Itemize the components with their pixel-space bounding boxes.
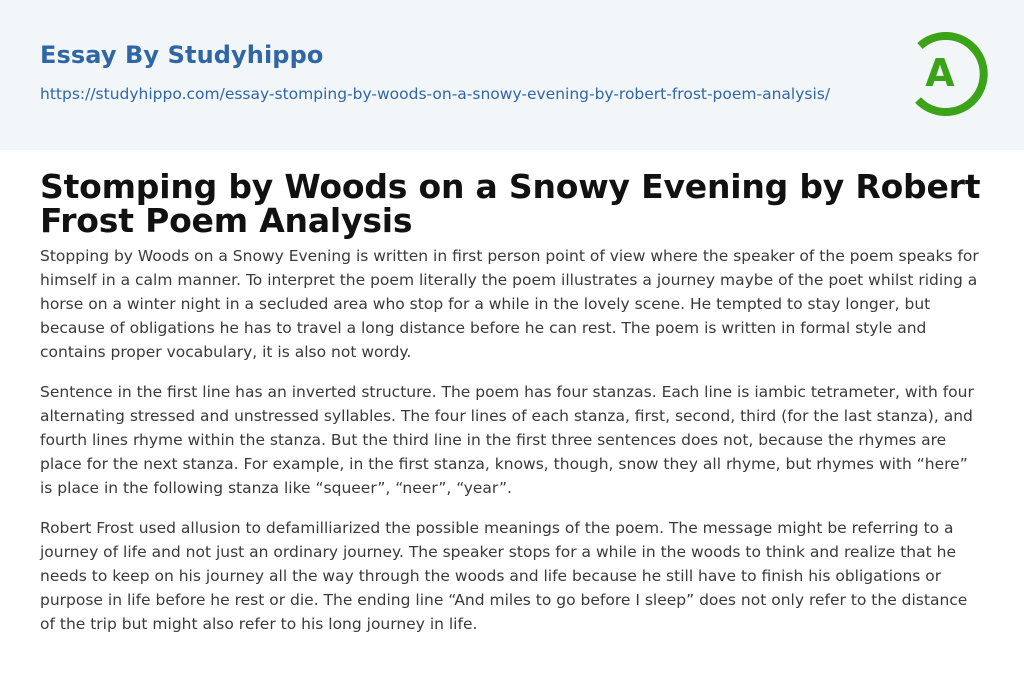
site-brand[interactable]: Essay By Studyhippo: [40, 41, 324, 69]
article: [0, 150, 1024, 636]
paragraph-1: Stopping by Woods on a Snowy Evening is written in first person point of view where the speaker of the poem speaks for himself in a calm manner. To interpret the poem literally the poem illustrates a journey maybe of the poet whilst riding a horse on a winter night in a secluded area who stop for a while in the lovely scene. He tempted to stay longer, but because of obligations he has to travel a long distance before he can rest. The poem is written in formal style and contains proper vocabulary, it is also not wordy.: [40, 247, 979, 361]
paragraph-3: Robert Frost used allusion to defamilliarized the possible meanings of the poem. The message might be referring to a journey of life and not just an ordinary journey. The speaker stops for a while in the woods to think and realize that he needs to keep on his journey all the way through the woods and life because he still have to finish his obligations or purpose in life before he rest or die. The ending line “And miles to go before I sleep” does not only refer to the distance of the trip but might also refer to his long journey in life.: [40, 519, 968, 633]
page-url-link[interactable]: https://studyhippo.com/essay-stomping-by-woods-on-a-snowy-evening-by-robert-frost-poem-analysis/: [40, 85, 831, 103]
studyhippo-logo-icon[interactable]: [906, 28, 990, 116]
page-title: Stomping by Woods on a Snowy Evening by Robert Frost Poem Analysis: [40, 167, 981, 240]
logo-letter: A: [925, 51, 955, 95]
paragraph-2: Sentence in the first line has an inverted structure. The poem has four stanzas. Each line is iambic tetrameter, with four alternating stressed and unstressed syllables. The four lines of each stanza, first, second, third (for the last stanza), and fourth lines rhyme within the stanza. But the third line in the first three sentences does not, because the rhymes are place for the next stanza. For example, in the first stanza, knows, though, snow they all rhyme, but rhymes with “here” is place in the following stanza like “squeer”, “neer”, “year”.: [40, 383, 974, 497]
site-header: [0, 0, 1024, 150]
